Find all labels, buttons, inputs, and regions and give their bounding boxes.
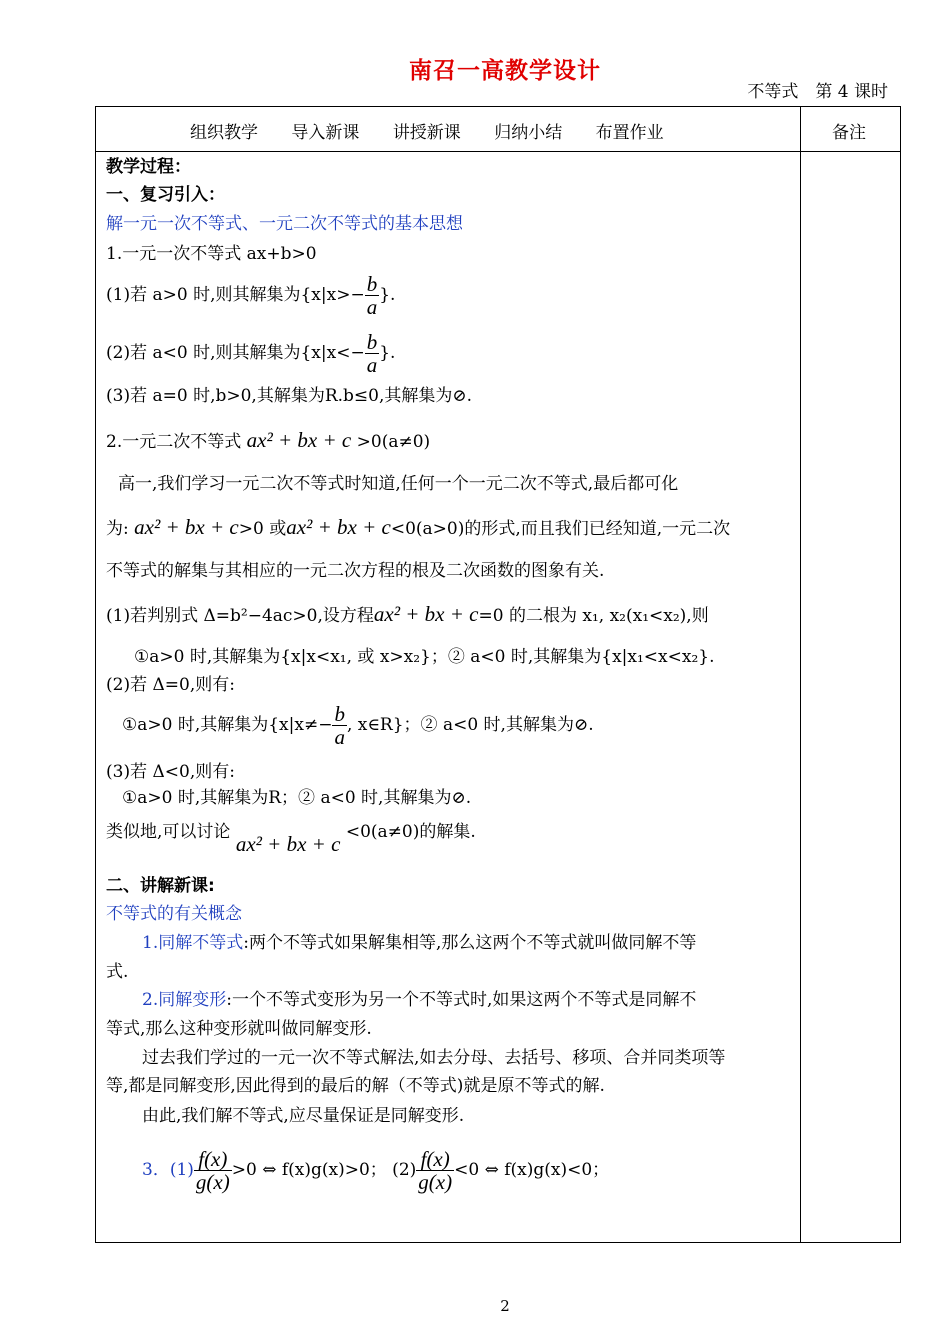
fraction-denominator: g(x): [195, 1170, 230, 1194]
remark-column-divider: [800, 106, 801, 1243]
fraction-b-over-a: [332, 703, 347, 748]
iff-symbol: ⇔: [484, 1160, 499, 1180]
fraction-f-over-g: [194, 1148, 232, 1193]
rule-2-equivalent: f(x)g(x)<0；: [504, 1160, 610, 1180]
definition-equivalent-transform: :一个不等式变形为另一个不等式时,如果这两个不等式是同解不: [226, 990, 697, 1010]
discriminant-positive-solutions: ①a>0 时,其解集为{x|x<x₁, 或 x>x₂}；② a<0 时,其解集为{x|x₁<x<x₂}.: [134, 647, 715, 667]
stage-teach: 讲授新课: [392, 123, 461, 143]
linear-case-2: [106, 328, 796, 378]
paragraph-relation: 不等式的解集与其相应的一元二次方程的根及二次函数的图象有关.: [106, 561, 605, 581]
paragraph-review: 高一,我们学习一元二次不等式时知道,任何一个一元二次不等式,最后都可化: [118, 474, 679, 494]
fraction-numerator: f(x): [194, 1148, 232, 1171]
fraction-b-over-a: [365, 331, 380, 376]
fraction-denominator: a: [366, 353, 378, 377]
definition-equivalent-inequality: :两个不等式如果解集相等,那么这两个不等式就叫做同解不等: [243, 933, 697, 953]
rule-2-condition: <0: [454, 1160, 480, 1180]
stage-introduce: 导入新课: [291, 123, 360, 143]
zero-solutions-text: ①a>0 时,其解集为{x|x≠−: [122, 715, 333, 735]
fraction-numerator: b: [334, 702, 345, 726]
linear-inequality-heading: 1.一元一次不等式 ax+b>0: [106, 244, 317, 264]
rule-1-equivalent: f(x)g(x)>0； (2): [281, 1160, 417, 1180]
discriminant-text: (1)若判别式 Δ=b²−4ac>0,设方程: [106, 606, 374, 626]
paragraph-past-methods-cont: 等,都是同解变形,因此得到的最后的解（不等式)就是原不等式的解.: [106, 1076, 605, 1096]
concept-equivalent-inequality: [106, 931, 832, 955]
quadratic-heading-text: 2.一元二次不等式: [106, 432, 242, 452]
discriminant-zero: (2)若 Δ=0,则有:: [106, 675, 235, 695]
lesson-subtitle: 不等式 第 4 课时: [747, 82, 888, 102]
discriminant-zero-solutions: [106, 700, 812, 750]
linear-case-1: [106, 270, 796, 320]
linear-case-2-end: }.: [379, 343, 396, 363]
linear-case-1-end: }.: [379, 285, 396, 305]
fraction-numerator: b: [366, 330, 378, 354]
linear-case-1-text: (1)若 a>0 时,则其解集为{x|x>−: [106, 285, 365, 305]
forms-suffix: <0(a>0)的形式,而且我们已经知道,一元二次: [390, 519, 731, 539]
page-title: 南召一高教学设计: [409, 58, 601, 84]
linear-case-3: (3)若 a=0 时,b>0,其解集为R.b≤0,其解集为⊘.: [106, 386, 473, 406]
forms-or: >0 或: [238, 519, 287, 539]
similar-condition: <0(a≠0)的解集.: [345, 822, 476, 842]
fraction-denominator: a: [334, 725, 345, 749]
stage-homework: 布置作业: [595, 123, 664, 143]
zero-solutions-end: , x∈R}；② a<0 时,其解集为⊘.: [346, 715, 594, 735]
paragraph-conclusion: 由此,我们解不等式,应尽量保证是同解变形.: [142, 1106, 465, 1126]
term-equivalent-transform: 2.同解变形: [142, 990, 227, 1010]
paragraph-past-methods: 过去我们学过的一元一次不等式解法,如去分母、去括号、移项、合并同类项等: [142, 1048, 726, 1068]
fraction-numerator: f(x): [416, 1148, 454, 1171]
fraction-numerator: b: [366, 272, 378, 296]
iff-symbol: ⇔: [262, 1160, 277, 1180]
topic-basic-idea: 解一元一次不等式、一元二次不等式的基本思想: [106, 214, 463, 234]
quadratic-polynomial: ax² + bx + c: [235, 832, 341, 856]
quadratic-polynomial: ax² + bx + c: [134, 515, 239, 539]
stage-summarize: 归纳小结: [494, 123, 563, 143]
fraction-f-over-g: [416, 1148, 454, 1193]
quadratic-heading-condition: >0(a≠0): [356, 432, 431, 452]
discriminant-roots: =0 的二根为 x₁, x₂(x₁<x₂),则: [478, 606, 709, 626]
header-row-divider: [95, 151, 901, 152]
concept-equivalent-inequality-cont: 式.: [106, 962, 129, 982]
quadratic-polynomial: ax² + bx + c: [246, 428, 352, 452]
discriminant-negative: (3)若 Δ<0,则有:: [106, 762, 235, 782]
concept-equivalent-transform: [106, 988, 832, 1012]
remark-header: 备注: [832, 123, 866, 143]
rule-1-condition: >0: [231, 1160, 257, 1180]
quadratic-polynomial: ax² + bx + c: [373, 602, 479, 626]
concept-equivalent-transform-cont: 等式,那么这种变形就叫做同解变形.: [106, 1019, 372, 1039]
fraction-denominator: a: [366, 295, 378, 319]
rule-fraction-inequalities: [106, 1142, 832, 1198]
fraction-b-over-a: [365, 273, 380, 318]
rule-number: 3．(1): [142, 1160, 194, 1180]
term-equivalent-inequality: 1.同解不等式: [142, 933, 244, 953]
paragraph-forms: [106, 515, 796, 541]
page-number: 2: [500, 1297, 510, 1315]
discriminant-negative-solutions: ①a>0 时,其解集为R；② a<0 时,其解集为⊘.: [122, 788, 472, 808]
similar-text: 类似地,可以讨论: [106, 822, 231, 842]
lesson-stage-header: [190, 118, 692, 143]
quadratic-polynomial: ax² + bx + c: [286, 515, 391, 539]
forms-prefix: 为:: [106, 519, 129, 539]
fraction-denominator: g(x): [418, 1170, 453, 1194]
topic-concepts: 不等式的有关概念: [106, 904, 242, 924]
linear-case-2-text: (2)若 a<0 时,则其解集为{x|x<−: [106, 343, 365, 363]
discriminant-positive: [106, 602, 796, 628]
similar-discussion: [106, 818, 796, 856]
section-new-lesson: 二、讲解新课:: [106, 876, 215, 896]
section-review: 一、复习引入：: [106, 185, 225, 205]
section-process: 教学过程：: [106, 157, 191, 177]
quadratic-inequality-heading: [106, 428, 796, 454]
stage-organize: 组织教学: [190, 123, 258, 143]
